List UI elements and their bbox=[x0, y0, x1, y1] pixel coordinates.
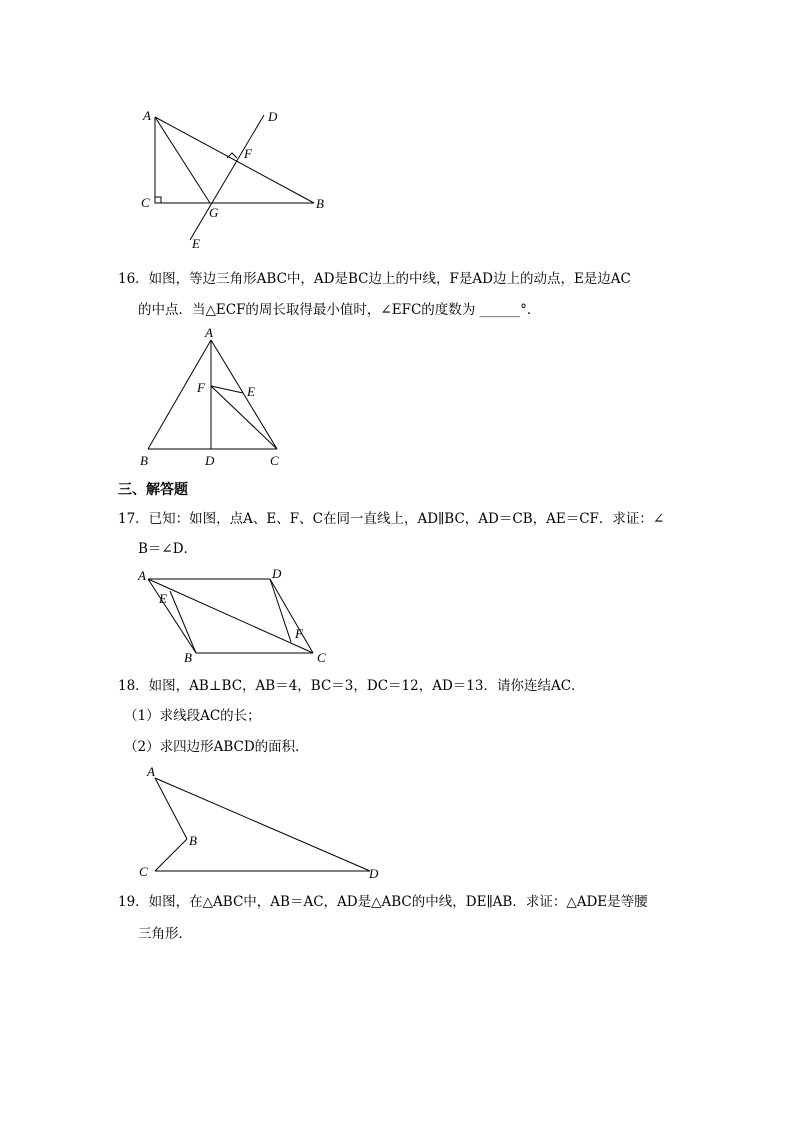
label-b: B bbox=[316, 196, 324, 211]
label-d: D bbox=[268, 109, 278, 124]
q18-sub2: （2）求四边形ABCD的面积． bbox=[124, 739, 309, 755]
q18-line1: 18．如图，AB⊥BC，AB＝4，BC＝3，DC＝12，AD＝13．请你连结AC． bbox=[118, 678, 585, 694]
segment-fe bbox=[211, 386, 243, 393]
figure-q16-svg bbox=[0, 320, 794, 480]
segment-ab bbox=[155, 117, 314, 203]
segment-be bbox=[170, 591, 196, 653]
label-f: F bbox=[295, 626, 303, 641]
label-b: B bbox=[184, 650, 192, 665]
segment-ac bbox=[148, 579, 313, 653]
label-d: D bbox=[205, 453, 215, 468]
label-g: G bbox=[209, 205, 219, 220]
q17-line2: B＝∠D． bbox=[138, 541, 198, 557]
label-b: B bbox=[140, 453, 148, 468]
right-angle-mark-c bbox=[155, 197, 161, 203]
label-c: C bbox=[270, 453, 279, 468]
segment-dc bbox=[270, 579, 313, 653]
segment-ac bbox=[211, 340, 277, 449]
label-a: A bbox=[138, 568, 146, 583]
label-f: F bbox=[244, 146, 252, 161]
figure-q16 bbox=[0, 320, 794, 480]
figure-q18 bbox=[0, 760, 794, 890]
label-e: E bbox=[247, 384, 255, 399]
label-c: C bbox=[139, 864, 148, 879]
q19-line2: 三角形． bbox=[138, 926, 192, 942]
q18-sub1: （1）求线段AC的长； bbox=[124, 708, 261, 724]
line-de bbox=[190, 115, 264, 240]
figure-q15-svg bbox=[0, 0, 794, 260]
label-d: D bbox=[369, 866, 379, 881]
segment-bc bbox=[155, 839, 187, 871]
figure-q15 bbox=[0, 0, 794, 260]
label-f: F bbox=[197, 380, 205, 395]
label-a: A bbox=[205, 325, 213, 340]
label-d: D bbox=[272, 566, 282, 581]
q17-line1: 17．已知：如图，点A、E、F、C在同一直线上，AD∥BC，AD＝CB，AE＝CF．求证：∠ bbox=[118, 511, 665, 527]
segment-ad bbox=[155, 778, 370, 871]
section-heading: 三、解答题 bbox=[118, 482, 188, 498]
figure-q18-svg bbox=[0, 760, 794, 890]
segment-ab bbox=[155, 778, 187, 839]
label-e: E bbox=[159, 591, 167, 606]
q16-line2: 的中点．当△ECF的周长取得最小值时，∠EFC的度数为 ______°． bbox=[138, 302, 541, 318]
q19-line1: 19．如图，在△ABC中，AB＝AC，AD是△ABC的中线，DE∥AB．求证：△ADE是等腰 bbox=[118, 894, 648, 910]
label-a: A bbox=[147, 764, 155, 779]
label-e: E bbox=[192, 236, 200, 251]
label-c: C bbox=[141, 195, 150, 210]
q16-line1: 16．如图，等边三角形ABC中，AD是BC边上的中线，F是AD边上的动点，E是边AC bbox=[118, 271, 631, 287]
label-a: A bbox=[143, 108, 151, 123]
label-b: B bbox=[189, 833, 197, 848]
figure-q17-svg bbox=[0, 560, 794, 670]
label-c: C bbox=[317, 650, 326, 665]
segment-ag bbox=[155, 117, 210, 203]
figure-q17 bbox=[0, 560, 794, 670]
